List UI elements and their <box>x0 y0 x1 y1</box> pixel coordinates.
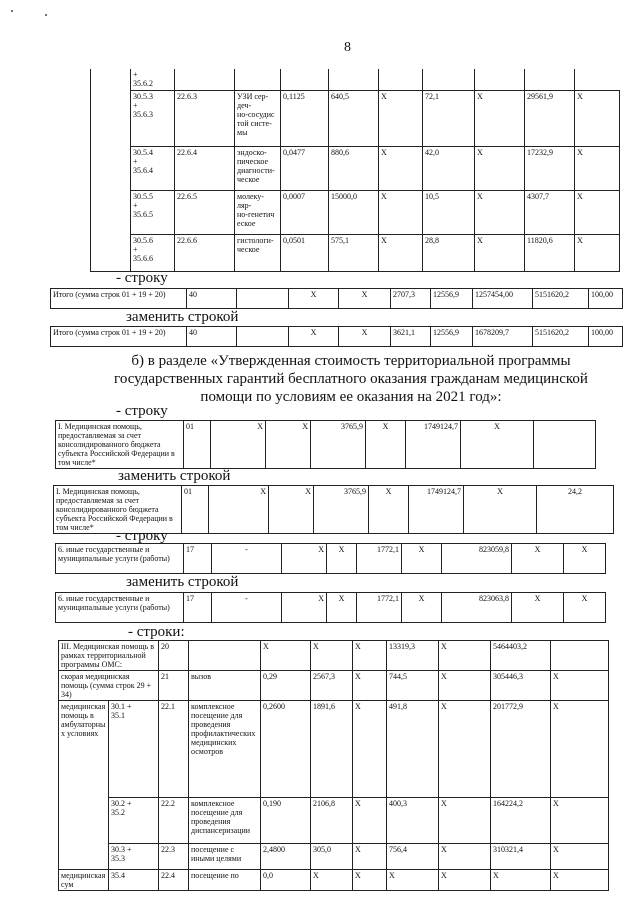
cell-value: 0,0 <box>261 870 311 891</box>
cell-value: 823063,8 <box>442 593 512 623</box>
cell-value: 5151620,2 <box>533 289 589 309</box>
cell-x: X <box>402 593 442 623</box>
cell-value: 310321,4 <box>491 844 551 870</box>
row-name: 6. иные государственные и муниципальные услуги (работы) <box>56 544 184 574</box>
cell-x: X <box>575 90 620 146</box>
cell-value: 15000,0 <box>329 190 379 234</box>
cell-x: X <box>551 798 609 844</box>
cell-x: X <box>282 593 327 623</box>
cell-value: 823059,8 <box>442 544 512 574</box>
cell-value: 100,00 <box>589 327 623 347</box>
cell-value: 42,0 <box>423 146 475 190</box>
row-name: скорая медицинская помощь (сумма строк 29 + 34) <box>59 671 159 701</box>
cell-value: 880,6 <box>329 146 379 190</box>
row-name: Итого (сумма строк 01 + 19 + 20) <box>51 289 187 309</box>
cell-x: X <box>327 544 357 574</box>
cell-value: 744,5 <box>387 671 439 701</box>
cell-x: X <box>575 190 620 234</box>
table-row <box>59 641 609 671</box>
cell-value: 2567,3 <box>311 671 353 701</box>
cell-value: 0,2600 <box>261 701 311 798</box>
label-row: - строку <box>116 270 168 286</box>
cell-x: X <box>439 641 491 671</box>
row-num: 40 <box>187 327 237 347</box>
cell-value: 1678209,7 <box>473 327 533 347</box>
cell-x: X <box>353 641 387 671</box>
cell-x: X <box>353 701 387 798</box>
scan-speck <box>11 10 13 12</box>
cell-x: X <box>575 234 620 271</box>
cell-value: 2,4800 <box>261 844 311 870</box>
cell-value: 0,190 <box>261 798 311 844</box>
cell-value: 0,1125 <box>281 90 329 146</box>
table-diagnostics <box>90 69 620 272</box>
label-replace: заменить строкой <box>126 574 239 590</box>
row-num: 01 <box>184 421 211 469</box>
cell-x: X <box>575 146 620 190</box>
med1-new-row <box>53 485 614 534</box>
page-number: 8 <box>344 40 351 55</box>
row-num: 22.3 <box>159 844 189 870</box>
section-paragraph: б) в разделе «Утвержденная стоимость территориальной программы государственных гарантий бесплатного оказания гражданам медицинской помощи по условиям ее оказания на 2021 год»: <box>114 353 588 405</box>
cell-x: X <box>327 593 357 623</box>
row-num: 22.1 <box>159 701 189 798</box>
cell-x: X <box>461 421 534 469</box>
row-name: III. Медицинская помощь в рамках территориальной программы ОМС: <box>59 641 159 671</box>
cell-unit: комплексное посещение для проведения диспансеризации <box>189 798 261 844</box>
cell-x: X <box>475 146 525 190</box>
cell-value: 24,2 <box>537 486 614 534</box>
cell-dash: - <box>212 544 282 574</box>
itogo-old-row <box>50 288 623 309</box>
svc-new-row <box>55 592 606 623</box>
cell-x: X <box>387 870 439 891</box>
cell-value: 3621,1 <box>391 327 431 347</box>
cell-value: 640,5 <box>329 90 379 146</box>
row-num: 20 <box>159 641 189 671</box>
cell-x: X <box>475 190 525 234</box>
cell-x: X <box>379 234 423 271</box>
cell-x: X <box>439 671 491 701</box>
svc-old-row <box>55 543 606 574</box>
cell-unit: посещение по <box>189 870 261 891</box>
cell-x: X <box>369 486 409 534</box>
label-rows: - строки: <box>128 624 185 640</box>
cell-value: 756,4 <box>387 844 439 870</box>
cell-x: X <box>551 701 609 798</box>
cell-ref: 30.5.4 + 35.6.4 <box>131 146 175 190</box>
row-num: 17 <box>184 544 212 574</box>
table-row <box>59 798 609 844</box>
cell-num: 22.6.4 <box>175 146 235 190</box>
cell-value: 1772,1 <box>357 593 402 623</box>
cell-x: X <box>282 544 327 574</box>
table-row <box>91 69 620 90</box>
cell-x: X <box>439 701 491 798</box>
cell-dash: - <box>212 593 282 623</box>
cell-x: X <box>261 641 311 671</box>
cell-unit: вызов <box>189 671 261 701</box>
cell-value: 575,1 <box>329 234 379 271</box>
cell-value: 305446,3 <box>491 671 551 701</box>
table-row <box>91 90 620 146</box>
cell-value: 164224,2 <box>491 798 551 844</box>
cell-x: X <box>491 870 551 891</box>
cell-value: 1891,6 <box>311 701 353 798</box>
cell-value: 491,8 <box>387 701 439 798</box>
cell-value: 1749124,7 <box>409 486 464 534</box>
group-name: медицинская помощь в амбулаторных условиях <box>59 701 109 870</box>
cell-x: X <box>439 798 491 844</box>
cell-x: X <box>475 90 525 146</box>
cell-ref: 30.1 + 35.1 <box>109 701 159 798</box>
cell-unit: гистологи- ческое <box>235 234 281 271</box>
cell-x: X <box>289 289 339 309</box>
cell-value: 17232,9 <box>525 146 575 190</box>
cell-x: X <box>353 671 387 701</box>
cell-value: 2106,8 <box>311 798 353 844</box>
cell-num: 22.6.6 <box>175 234 235 271</box>
cell-value: 72,1 <box>423 90 475 146</box>
cell-value: 1749124,7 <box>406 421 461 469</box>
cell-x: X <box>353 844 387 870</box>
cell-x: X <box>475 234 525 271</box>
cell-x: X <box>551 671 609 701</box>
label-replace: заменить строкой <box>118 468 231 484</box>
cell-value: 28,8 <box>423 234 475 271</box>
row-num: 22.2 <box>159 798 189 844</box>
cell-x: X <box>379 146 423 190</box>
cell-x: X <box>353 870 387 891</box>
cell-x: X <box>439 844 491 870</box>
cell-x: X <box>551 844 609 870</box>
cell-value: 400,3 <box>387 798 439 844</box>
cell-x: X <box>564 544 606 574</box>
cell-x: X <box>512 593 564 623</box>
cell-x: X <box>339 289 391 309</box>
cell-value: 305,0 <box>311 844 353 870</box>
cell-value: 12556,9 <box>431 289 473 309</box>
table-row <box>59 671 609 701</box>
label-replace: заменить строкой <box>126 309 239 325</box>
table-row <box>59 701 609 798</box>
row-num: 40 <box>187 289 237 309</box>
cell-value: 0,0501 <box>281 234 329 271</box>
cell-value: 3765,9 <box>311 421 366 469</box>
table-row <box>91 234 620 271</box>
cell-x: X <box>379 90 423 146</box>
cell-value: 10,5 <box>423 190 475 234</box>
cell-value: 0,29 <box>261 671 311 701</box>
row-name: Итого (сумма строк 01 + 19 + 20) <box>51 327 187 347</box>
cell-x: X <box>402 544 442 574</box>
cell-ref: 35.4 <box>109 870 159 891</box>
cell-x: X <box>266 421 311 469</box>
cell-x: X <box>464 486 537 534</box>
table-row <box>91 190 620 234</box>
row-num: 22.4 <box>159 870 189 891</box>
cell-value: 0,0007 <box>281 190 329 234</box>
table-oms <box>58 640 609 891</box>
cell-value: 4307,7 <box>525 190 575 234</box>
cell-ref: 30.5.6 + 35.6.6 <box>131 234 175 271</box>
cell-value: 29561,9 <box>525 90 575 146</box>
cell-ref: 30.3 + 35.3 <box>109 844 159 870</box>
cell-x: X <box>269 486 314 534</box>
row-num: 01 <box>182 486 209 534</box>
cell-x: X <box>439 870 491 891</box>
cell-value: 100,00 <box>589 289 623 309</box>
cell-x: X <box>551 870 609 891</box>
cell-x: X <box>209 486 269 534</box>
cell-x: X <box>379 190 423 234</box>
cell-x: X <box>311 641 353 671</box>
med1-old-row <box>55 420 596 469</box>
cell-value: 1257454,00 <box>473 289 533 309</box>
table-row <box>59 870 609 891</box>
cell-value: 0,0477 <box>281 146 329 190</box>
cell-x: X <box>512 544 564 574</box>
cell-value: 5464403,2 <box>491 641 551 671</box>
label-row: - строку <box>116 528 168 544</box>
cell-value <box>534 421 596 469</box>
cell-value: 1772,1 <box>357 544 402 574</box>
row-name: I. Медицинская помощь, предоставляемая за счет консолидированного бюджета субъекта Российской Федерации в том числе* <box>56 421 184 469</box>
cell-num: 22.6.3 <box>175 90 235 146</box>
cell-value: 11820,6 <box>525 234 575 271</box>
cell-unit: эндоско- пическое диагности- ческое <box>235 146 281 190</box>
row-num: 21 <box>159 671 189 701</box>
cell-ref: 30.2 + 35.2 <box>109 798 159 844</box>
cell-value: 5151620,2 <box>533 327 589 347</box>
row-name: 6. иные государственные и муниципальные услуги (работы) <box>56 593 184 623</box>
cell-x: X <box>211 421 266 469</box>
cell-num: 22.6.5 <box>175 190 235 234</box>
scan-speck <box>45 14 47 16</box>
row-name: I. Медицинская помощь, предоставляемая за счет консолидированного бюджета субъекта Российской Федерации в том числе* <box>54 486 182 534</box>
cell-value: 3765,9 <box>314 486 369 534</box>
cell-value: 12556,9 <box>431 327 473 347</box>
cell-x: X <box>311 870 353 891</box>
table-row <box>59 844 609 870</box>
cell-x: X <box>339 327 391 347</box>
cell-value: 2707,3 <box>391 289 431 309</box>
cell-x: X <box>353 798 387 844</box>
cell-x: X <box>289 327 339 347</box>
cell-unit: УЗИ сер- деч- но-сосудис той систе- мы <box>235 90 281 146</box>
cell-ref: 30.5.3 + 35.6.3 <box>131 90 175 146</box>
cell-group <box>91 69 131 271</box>
cell-ref: 30.5.5 + 35.6.5 <box>131 190 175 234</box>
cell-unit: комплексное посещение для проведения профилактических медицинских осмотров <box>189 701 261 798</box>
itogo-new-row <box>50 326 623 347</box>
cell-ref: + 35.6.2 <box>131 69 175 90</box>
cell-value: 13319,3 <box>387 641 439 671</box>
table-row <box>91 146 620 190</box>
cell-value: 201772,9 <box>491 701 551 798</box>
row-name: медицинская сум <box>59 870 109 891</box>
cell-x: X <box>366 421 406 469</box>
label-row: - строку <box>116 403 168 419</box>
cell-unit: молеку- ляр- но-генетич еское <box>235 190 281 234</box>
cell-unit: посещение с иными целями <box>189 844 261 870</box>
row-num: 17 <box>184 593 212 623</box>
cell-x: X <box>564 593 606 623</box>
